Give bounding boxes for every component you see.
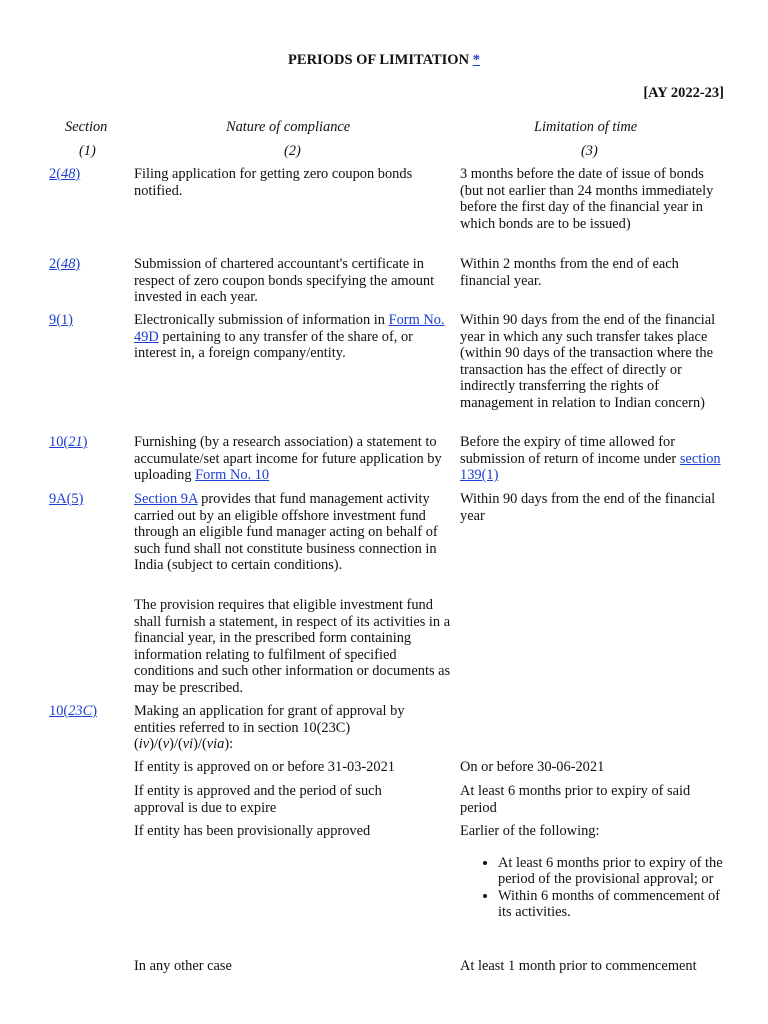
row5-limitation: Within 90 days from the end of the financial year bbox=[460, 491, 716, 524]
row6-nature: Making an application for grant of approval by entities referred to in section 10(23C) (iv)/(v)/(vi)/(via): bbox=[134, 703, 405, 753]
title-text: PERIODS OF LIMITATION bbox=[288, 52, 470, 68]
section-link-2-48[interactable]: 2(48) bbox=[49, 166, 81, 182]
header-section: Section bbox=[65, 119, 108, 135]
header-num-3: (3) bbox=[581, 143, 598, 159]
form-10-link[interactable]: Form No. 10 bbox=[195, 467, 270, 484]
section-link-10-23c[interactable]: 10(23C) bbox=[49, 703, 97, 719]
row9-option-2: • Within 6 months of commencement of its activities. bbox=[498, 888, 730, 921]
row9-nature: If entity has been provisionally approved bbox=[134, 823, 371, 839]
row9-limitation bbox=[460, 823, 730, 921]
title-footnote-link[interactable]: * bbox=[472, 52, 480, 68]
form-49d-link[interactable]: Form No. 49D bbox=[134, 312, 445, 345]
section-link-2-48-b[interactable]: 2(48) bbox=[49, 256, 81, 272]
row3-limitation: Within 90 days from the end of the financial year in which any such transfer takes place (within 90 days of the transaction where the transaction has the effect of directly or indirectly transferring the rights of management in relation to Indian concern) bbox=[460, 312, 716, 411]
header-limitation: Limitation of time bbox=[534, 119, 638, 135]
row10-limitation: At least 1 month prior to commencement bbox=[460, 958, 697, 974]
section-link-10-21[interactable]: 10(21) bbox=[49, 434, 88, 450]
row1-nature: Filing application for getting zero coupon bonds notified. bbox=[134, 166, 413, 199]
row2-limitation: Within 2 months from the end of each financial year. bbox=[460, 256, 679, 289]
section-139-1-link[interactable]: section 139(1) bbox=[460, 450, 721, 484]
row10-nature: In any other case bbox=[134, 958, 232, 974]
row8-limitation: At least 6 months prior to expiry of said period bbox=[460, 783, 691, 816]
header-nature: Nature of compliance bbox=[226, 119, 351, 135]
row4-nature: Furnishing (by a research association) a statement to accumulate/set apart income for future application by uploading Form No. 10 bbox=[134, 434, 442, 484]
row3-nature: Electronically submission of information in Form No. 49D pertaining to any transfer of the share of, or interest in, a foreign company/entity. bbox=[134, 312, 445, 362]
section-link-9-1[interactable]: 9(1) bbox=[49, 312, 73, 328]
row1-limitation: 3 months before the date of issue of bonds (but not earlier than 24 months immediately before the first day of the financial year in which bonds are to be issued) bbox=[460, 166, 714, 232]
assessment-year: [AY 2022-23] bbox=[643, 85, 724, 101]
row5-nature: Section 9A provides that fund management activity carried out by an eligible offshore investment fund through an eligible fund manager acting on behalf of such fund shall not constitute business connection in India (subject to certain conditions). bbox=[134, 491, 438, 574]
row9-options-list bbox=[460, 855, 730, 921]
section-9a-link[interactable]: Section 9A bbox=[134, 491, 198, 507]
row8-nature: If entity is approved and the period of such approval is due to expire bbox=[134, 783, 382, 816]
row9-option-1: • At least 6 months prior to expiry of the period of the provisional approval; or bbox=[498, 855, 730, 888]
row7-limitation: On or before 30-06-2021 bbox=[460, 759, 605, 775]
row9-limitation-lead: Earlier of the following: bbox=[460, 823, 600, 839]
row7-nature: If entity is approved on or before 31-03-2021 bbox=[134, 759, 395, 775]
header-num-1: (1) bbox=[79, 143, 96, 159]
row5-nature-para2: The provision requires that eligible investment fund shall furnish a statement, in respect of its activities in a financial year, in the prescribed form containing information relating to fulfilment of specified conditions and such other information or documents as may be prescribed. bbox=[134, 597, 451, 696]
row4-limitation: Before the expiry of time allowed for submission of return of income under section 139(1) bbox=[460, 434, 721, 484]
section-link-9a-5[interactable]: 9A(5) bbox=[49, 491, 84, 507]
header-num-2: (2) bbox=[284, 143, 301, 159]
page-title bbox=[0, 52, 768, 69]
row2-nature: Submission of chartered accountant's certificate in respect of zero coupon bonds specifying the amount invested in each year. bbox=[134, 256, 435, 306]
